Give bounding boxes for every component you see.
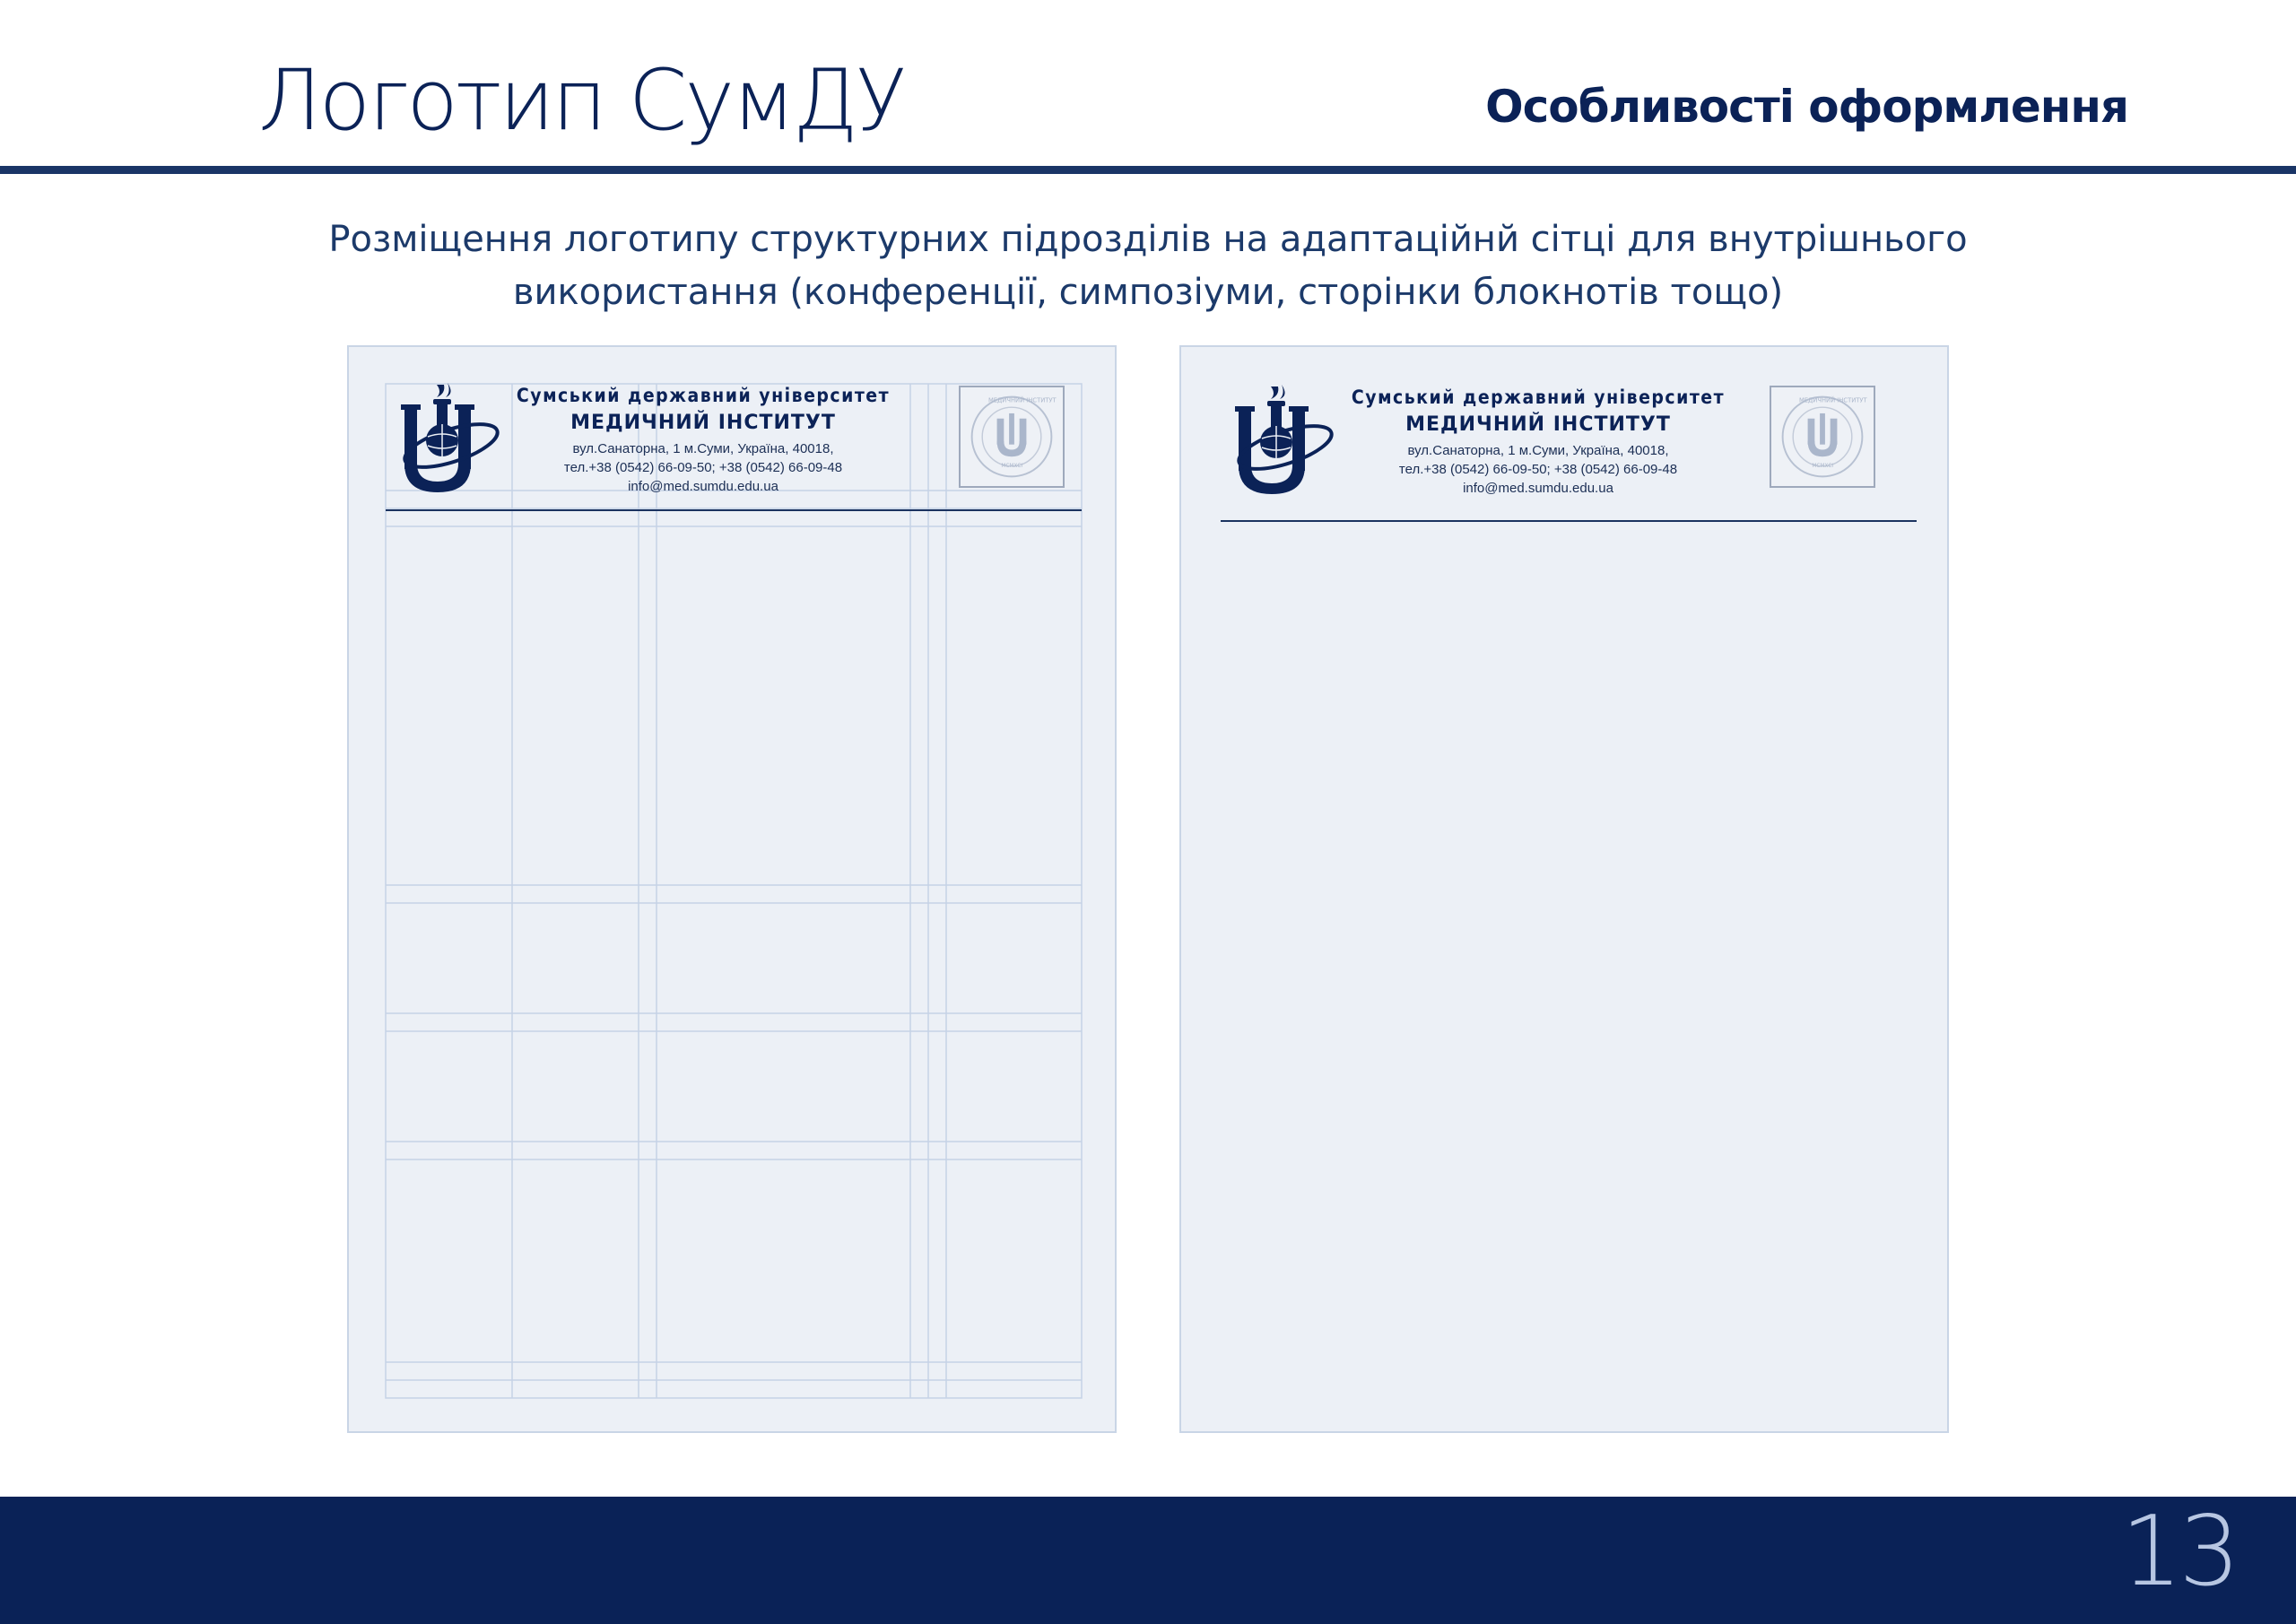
seal-center-text: МСМХСІ xyxy=(1812,463,1834,469)
organization-text xyxy=(1341,386,1735,498)
seal-top-text: МЕДИЧНИЙ ІНСТИТУТ xyxy=(1798,396,1867,404)
description-line-2: використання (конференції, симпозіуми, сторінки блокнотів тощо) xyxy=(512,272,1784,313)
email-text: info@med.sumdu.edu.ua xyxy=(1463,481,1613,496)
institute-seal xyxy=(1770,386,1875,488)
letterhead-header xyxy=(1181,347,1949,526)
seal-emblem-icon xyxy=(1771,387,1874,486)
letterhead-sheet-with-grid xyxy=(347,345,1117,1433)
address-text: вул.Санаторна, 1 м.Суми, Україна, 40018, xyxy=(572,441,834,456)
seal-emblem-icon xyxy=(961,387,1063,486)
page-number: 13 xyxy=(2120,1496,2237,1608)
description-line-1: Розміщення логотипу структурних підрозділів на адаптаційнй сітці для внутрішнього xyxy=(328,219,1968,260)
university-name: Сумський державний університет xyxy=(516,385,891,406)
section-title: Особливості оформлення xyxy=(1485,81,2128,133)
seal-center-text: МСМХСІ xyxy=(1001,463,1023,469)
phone-text: тел.+38 (0542) 66-09-50; +38 (0542) 66-09-48 xyxy=(563,460,843,475)
institute-seal xyxy=(959,386,1065,488)
slide-title: Логотип СумДУ xyxy=(258,52,905,150)
letterhead-divider xyxy=(1221,520,1917,522)
seal-top-text: МЕДИЧНИЙ ІНСТИТУТ xyxy=(987,396,1057,404)
footer-bar xyxy=(0,1497,2296,1624)
letterhead-divider xyxy=(386,509,1082,511)
university-name: Сумський державний університет xyxy=(1351,386,1726,408)
phone-text: тел.+38 (0542) 66-09-50; +38 (0542) 66-09-48 xyxy=(1398,462,1678,477)
header-divider xyxy=(0,166,2296,174)
address-text: вул.Санаторна, 1 м.Суми, Україна, 40018, xyxy=(1407,443,1669,458)
letterhead-sheet-final xyxy=(1179,345,1949,1433)
institute-name: МЕДИЧНИЙ ІНСТИТУТ xyxy=(1405,413,1671,436)
slide-description xyxy=(269,213,2027,319)
sumdu-logo-icon xyxy=(401,383,501,496)
organization-text xyxy=(506,385,900,496)
institute-name: МЕДИЧНИЙ ІНСТИТУТ xyxy=(570,412,836,434)
email-text: info@med.sumdu.edu.ua xyxy=(628,479,778,494)
sumdu-logo-icon xyxy=(1235,385,1335,498)
letterhead-header xyxy=(349,347,1117,526)
